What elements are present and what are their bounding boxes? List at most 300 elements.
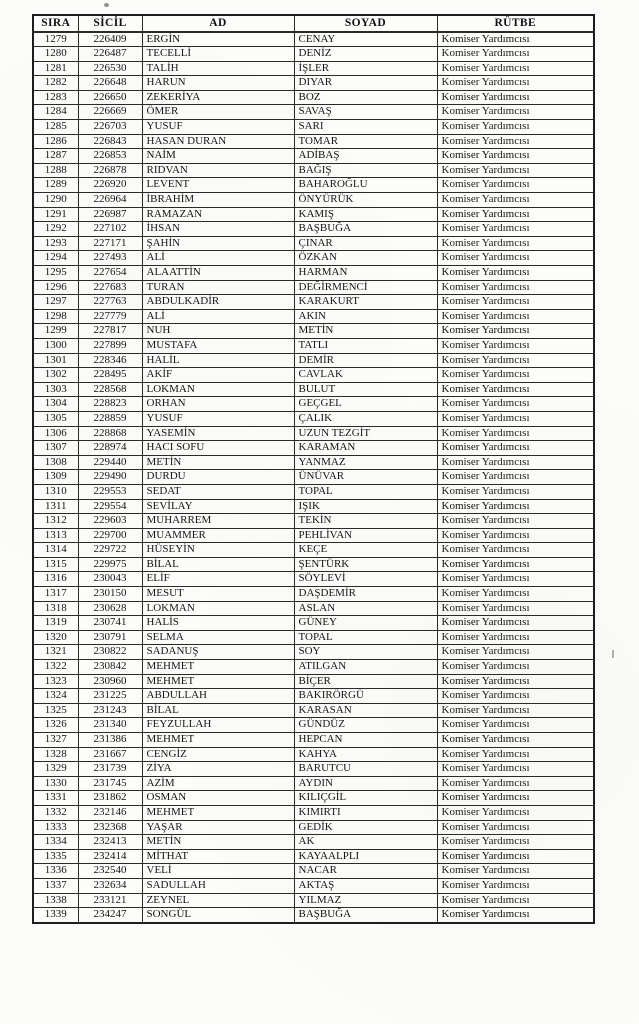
cell-sira: 1329	[33, 762, 78, 777]
cell-ad: ALİ	[142, 309, 294, 324]
cell-soyad: BARUTCU	[294, 762, 437, 777]
cell-rutbe: Komiser Yardımcısı	[437, 878, 594, 893]
cell-soyad: KEÇE	[294, 543, 437, 558]
cell-rutbe: Komiser Yardımcısı	[437, 660, 594, 675]
cell-sira: 1339	[33, 908, 78, 923]
cell-sira: 1303	[33, 382, 78, 397]
cell-sicil: 229490	[78, 470, 142, 485]
cell-sicil: 226703	[78, 120, 142, 135]
cell-sicil: 227102	[78, 222, 142, 237]
cell-rutbe: Komiser Yardımcısı	[437, 514, 594, 529]
cell-sicil: 226669	[78, 105, 142, 120]
cell-sicil: 230741	[78, 616, 142, 631]
table-row	[33, 441, 594, 456]
cell-sira: 1293	[33, 236, 78, 251]
cell-rutbe: Komiser Yardımcısı	[437, 32, 594, 47]
cell-ad: ABDULKADİR	[142, 295, 294, 310]
cell-sicil: 232634	[78, 878, 142, 893]
cell-rutbe: Komiser Yardımcısı	[437, 222, 594, 237]
header-row	[33, 15, 594, 32]
cell-sira: 1296	[33, 280, 78, 295]
cell-ad: ŞAHİN	[142, 236, 294, 251]
cell-sira: 1314	[33, 543, 78, 558]
cell-sicil: 231745	[78, 776, 142, 791]
cell-rutbe: Komiser Yardımcısı	[437, 762, 594, 777]
cell-sira: 1321	[33, 645, 78, 660]
cell-sicil: 229554	[78, 499, 142, 514]
cell-sicil: 227899	[78, 338, 142, 353]
cell-soyad: KILIÇGİL	[294, 791, 437, 806]
cell-sira: 1334	[33, 835, 78, 850]
table-row	[33, 32, 594, 47]
cell-rutbe: Komiser Yardımcısı	[437, 149, 594, 164]
cell-ad: HALİS	[142, 616, 294, 631]
cell-soyad: BOZ	[294, 90, 437, 105]
table-row	[33, 455, 594, 470]
cell-sira: 1327	[33, 733, 78, 748]
table-row	[33, 76, 594, 91]
cell-sira: 1312	[33, 514, 78, 529]
cell-sicil: 233121	[78, 893, 142, 908]
cell-sicil: 227817	[78, 324, 142, 339]
cell-soyad: ÖNYÜRÜK	[294, 193, 437, 208]
cell-sicil: 228974	[78, 441, 142, 456]
cell-ad: YUSUF	[142, 120, 294, 135]
cell-rutbe: Komiser Yardımcısı	[437, 178, 594, 193]
cell-soyad: SOY	[294, 645, 437, 660]
cell-soyad: ADİBAŞ	[294, 149, 437, 164]
cell-rutbe: Komiser Yardımcısı	[437, 893, 594, 908]
cell-rutbe: Komiser Yardımcısı	[437, 61, 594, 76]
cell-rutbe: Komiser Yardımcısı	[437, 674, 594, 689]
cell-sicil: 226409	[78, 32, 142, 47]
cell-soyad: TOMAR	[294, 134, 437, 149]
cell-sira: 1307	[33, 441, 78, 456]
cell-sicil: 232368	[78, 820, 142, 835]
cell-sicil: 232414	[78, 849, 142, 864]
cell-soyad: HEPCAN	[294, 733, 437, 748]
cell-sicil: 231340	[78, 718, 142, 733]
table-row	[33, 587, 594, 602]
cell-soyad: ÖZKAN	[294, 251, 437, 266]
cell-sira: 1292	[33, 222, 78, 237]
cell-sira: 1288	[33, 163, 78, 178]
cell-sicil: 226987	[78, 207, 142, 222]
cell-sira: 1290	[33, 193, 78, 208]
cell-soyad: BAKIRÖRGÜ	[294, 689, 437, 704]
cell-rutbe: Komiser Yardımcısı	[437, 747, 594, 762]
cell-sira: 1291	[33, 207, 78, 222]
cell-ad: SONGÜL	[142, 908, 294, 923]
cell-ad: ZİYA	[142, 762, 294, 777]
cell-rutbe: Komiser Yardımcısı	[437, 484, 594, 499]
cell-ad: BİLAL	[142, 703, 294, 718]
cell-sicil: 230842	[78, 660, 142, 675]
cell-soyad: KIMIRTI	[294, 805, 437, 820]
table-body	[33, 32, 594, 923]
cell-sira: 1324	[33, 689, 78, 704]
table-row	[33, 47, 594, 62]
table-row	[33, 791, 594, 806]
table-row	[33, 120, 594, 135]
cell-soyad: AKIN	[294, 309, 437, 324]
cell-rutbe: Komiser Yardımcısı	[437, 309, 594, 324]
cell-soyad: AYDIN	[294, 776, 437, 791]
cell-sira: 1301	[33, 353, 78, 368]
cell-soyad: KARASAN	[294, 703, 437, 718]
cell-sira: 1335	[33, 849, 78, 864]
cell-soyad: SÖYLEVİ	[294, 572, 437, 587]
cell-sira: 1299	[33, 324, 78, 339]
table-row	[33, 893, 594, 908]
cell-sicil: 228868	[78, 426, 142, 441]
table-row	[33, 411, 594, 426]
cell-soyad: BAHAROĞLU	[294, 178, 437, 193]
cell-soyad: CENAY	[294, 32, 437, 47]
cell-soyad: GÜNEY	[294, 616, 437, 631]
cell-ad: RAMAZAN	[142, 207, 294, 222]
table-row	[33, 645, 594, 660]
cell-rutbe: Komiser Yardımcısı	[437, 236, 594, 251]
cell-sicil: 228859	[78, 411, 142, 426]
cell-soyad: GÜNDÜZ	[294, 718, 437, 733]
cell-sicil: 226920	[78, 178, 142, 193]
cell-ad: SADANUŞ	[142, 645, 294, 660]
cell-ad: SEDAT	[142, 484, 294, 499]
table-row	[33, 733, 594, 748]
cell-ad: İHSAN	[142, 222, 294, 237]
cell-ad: ALAATTİN	[142, 266, 294, 281]
cell-sira: 1330	[33, 776, 78, 791]
cell-sicil: 227171	[78, 236, 142, 251]
cell-rutbe: Komiser Yardımcısı	[437, 338, 594, 353]
cell-rutbe: Komiser Yardımcısı	[437, 455, 594, 470]
cell-soyad: BİÇER	[294, 674, 437, 689]
cell-sicil: 230960	[78, 674, 142, 689]
table-row	[33, 61, 594, 76]
cell-sira: 1309	[33, 470, 78, 485]
cell-soyad: TEKİN	[294, 514, 437, 529]
table-row	[33, 207, 594, 222]
cell-soyad: ÜNÜVAR	[294, 470, 437, 485]
cell-rutbe: Komiser Yardımcısı	[437, 528, 594, 543]
cell-sira: 1337	[33, 878, 78, 893]
cell-ad: LEVENT	[142, 178, 294, 193]
table-row	[33, 660, 594, 675]
cell-rutbe: Komiser Yardımcısı	[437, 908, 594, 923]
personnel-table	[32, 14, 595, 924]
cell-soyad: BAŞBUĞA	[294, 908, 437, 923]
cell-sira: 1338	[33, 893, 78, 908]
cell-rutbe: Komiser Yardımcısı	[437, 805, 594, 820]
table-row	[33, 222, 594, 237]
table-row	[33, 484, 594, 499]
cell-rutbe: Komiser Yardımcısı	[437, 441, 594, 456]
cell-ad: MUAMMER	[142, 528, 294, 543]
cell-sira: 1305	[33, 411, 78, 426]
cell-sicil: 231862	[78, 791, 142, 806]
cell-soyad: KAHYA	[294, 747, 437, 762]
cell-ad: HARUN	[142, 76, 294, 91]
cell-sira: 1332	[33, 805, 78, 820]
cell-sicil: 229440	[78, 455, 142, 470]
cell-sira: 1317	[33, 587, 78, 602]
cell-soyad: ASLAN	[294, 601, 437, 616]
table-row	[33, 514, 594, 529]
table-row	[33, 324, 594, 339]
cell-sicil: 231667	[78, 747, 142, 762]
table-row	[33, 178, 594, 193]
cell-sira: 1284	[33, 105, 78, 120]
cell-rutbe: Komiser Yardımcısı	[437, 776, 594, 791]
cell-ad: ZEKERİYA	[142, 90, 294, 105]
cell-sicil: 230628	[78, 601, 142, 616]
table-row	[33, 353, 594, 368]
cell-rutbe: Komiser Yardımcısı	[437, 718, 594, 733]
cell-sira: 1283	[33, 90, 78, 105]
cell-soyad: DENİZ	[294, 47, 437, 62]
cell-ad: ELİF	[142, 572, 294, 587]
table-row	[33, 470, 594, 485]
cell-soyad: YILMAZ	[294, 893, 437, 908]
cell-soyad: AKTAŞ	[294, 878, 437, 893]
cell-soyad: İŞLER	[294, 61, 437, 76]
cell-soyad: PEHLİVAN	[294, 528, 437, 543]
table-row	[33, 878, 594, 893]
table-row	[33, 134, 594, 149]
cell-soyad: DAŞDEMİR	[294, 587, 437, 602]
cell-sicil: 226843	[78, 134, 142, 149]
cell-sicil: 226853	[78, 149, 142, 164]
cell-sicil: 226648	[78, 76, 142, 91]
cell-soyad: AK	[294, 835, 437, 850]
cell-sicil: 226650	[78, 90, 142, 105]
table-row	[33, 616, 594, 631]
table-row	[33, 499, 594, 514]
table-row	[33, 426, 594, 441]
cell-ad: HÜSEYİN	[142, 543, 294, 558]
cell-rutbe: Komiser Yardımcısı	[437, 426, 594, 441]
cell-sicil: 231243	[78, 703, 142, 718]
cell-sicil: 232413	[78, 835, 142, 850]
table-header	[33, 15, 594, 32]
cell-sira: 1297	[33, 295, 78, 310]
cell-sira: 1289	[33, 178, 78, 193]
cell-rutbe: Komiser Yardımcısı	[437, 353, 594, 368]
cell-sira: 1333	[33, 820, 78, 835]
scan-artifact-tick	[612, 650, 614, 658]
cell-ad: MEHMET	[142, 660, 294, 675]
cell-ad: RIDVAN	[142, 163, 294, 178]
cell-sira: 1316	[33, 572, 78, 587]
cell-sira: 1322	[33, 660, 78, 675]
cell-sira: 1308	[33, 455, 78, 470]
cell-rutbe: Komiser Yardımcısı	[437, 499, 594, 514]
cell-soyad: BAĞIŞ	[294, 163, 437, 178]
table-row	[33, 630, 594, 645]
cell-rutbe: Komiser Yardımcısı	[437, 543, 594, 558]
cell-sicil: 226964	[78, 193, 142, 208]
table-row	[33, 835, 594, 850]
cell-sicil: 226878	[78, 163, 142, 178]
table-row	[33, 849, 594, 864]
cell-soyad: ŞENTÜRK	[294, 557, 437, 572]
cell-soyad: ATILGAN	[294, 660, 437, 675]
cell-soyad: TOPAL	[294, 484, 437, 499]
cell-soyad: UZUN TEZGİT	[294, 426, 437, 441]
cell-sicil: 228495	[78, 368, 142, 383]
cell-ad: LOKMAN	[142, 382, 294, 397]
cell-sira: 1304	[33, 397, 78, 412]
cell-ad: ZEYNEL	[142, 893, 294, 908]
header-sira: SIRA	[33, 15, 78, 32]
cell-soyad: DEĞİRMENCİ	[294, 280, 437, 295]
cell-rutbe: Komiser Yardımcısı	[437, 645, 594, 660]
cell-sicil: 227683	[78, 280, 142, 295]
table-row	[33, 149, 594, 164]
cell-ad: NAİM	[142, 149, 294, 164]
table-row	[33, 674, 594, 689]
cell-sicil: 227654	[78, 266, 142, 281]
cell-sira: 1325	[33, 703, 78, 718]
cell-sicil: 228823	[78, 397, 142, 412]
cell-soyad: KARAMAN	[294, 441, 437, 456]
table-row	[33, 718, 594, 733]
table-row	[33, 368, 594, 383]
cell-sicil: 230791	[78, 630, 142, 645]
cell-soyad: KAYAALPLI	[294, 849, 437, 864]
cell-sicil: 228568	[78, 382, 142, 397]
table-row	[33, 382, 594, 397]
cell-sira: 1320	[33, 630, 78, 645]
cell-soyad: TATLI	[294, 338, 437, 353]
cell-sira: 1306	[33, 426, 78, 441]
cell-rutbe: Komiser Yardımcısı	[437, 557, 594, 572]
cell-sicil: 228346	[78, 353, 142, 368]
table-row	[33, 601, 594, 616]
table-row	[33, 776, 594, 791]
cell-ad: TALİH	[142, 61, 294, 76]
cell-ad: NUH	[142, 324, 294, 339]
cell-ad: MEHMET	[142, 674, 294, 689]
cell-sira: 1285	[33, 120, 78, 135]
table-row	[33, 338, 594, 353]
cell-soyad: BAŞBUĞA	[294, 222, 437, 237]
cell-ad: LOKMAN	[142, 601, 294, 616]
cell-ad: İBRAHİM	[142, 193, 294, 208]
cell-soyad: GEÇGEL	[294, 397, 437, 412]
cell-sicil: 230822	[78, 645, 142, 660]
cell-ad: ERGİN	[142, 32, 294, 47]
cell-soyad: ÇINAR	[294, 236, 437, 251]
cell-sicil: 232146	[78, 805, 142, 820]
cell-rutbe: Komiser Yardımcısı	[437, 163, 594, 178]
cell-rutbe: Komiser Yardımcısı	[437, 251, 594, 266]
header-ad: AD	[142, 15, 294, 32]
cell-soyad: CAVLAK	[294, 368, 437, 383]
cell-rutbe: Komiser Yardımcısı	[437, 689, 594, 704]
cell-sicil: 234247	[78, 908, 142, 923]
cell-soyad: BULUT	[294, 382, 437, 397]
cell-sira: 1294	[33, 251, 78, 266]
table-row	[33, 105, 594, 120]
cell-sicil: 229722	[78, 543, 142, 558]
table-row	[33, 528, 594, 543]
table-row	[33, 864, 594, 879]
cell-ad: MİTHAT	[142, 849, 294, 864]
cell-rutbe: Komiser Yardımcısı	[437, 193, 594, 208]
cell-ad: ALİ	[142, 251, 294, 266]
header-sicil: SİCİL	[78, 15, 142, 32]
cell-rutbe: Komiser Yardımcısı	[437, 295, 594, 310]
cell-sira: 1310	[33, 484, 78, 499]
table-row	[33, 747, 594, 762]
cell-sira: 1298	[33, 309, 78, 324]
cell-soyad: TOPAL	[294, 630, 437, 645]
cell-rutbe: Komiser Yardımcısı	[437, 90, 594, 105]
cell-soyad: DEMİR	[294, 353, 437, 368]
cell-rutbe: Komiser Yardımcısı	[437, 411, 594, 426]
cell-sicil: 227763	[78, 295, 142, 310]
cell-sira: 1286	[33, 134, 78, 149]
cell-rutbe: Komiser Yardımcısı	[437, 368, 594, 383]
table-row	[33, 163, 594, 178]
cell-ad: MUSTAFA	[142, 338, 294, 353]
cell-ad: HALİL	[142, 353, 294, 368]
cell-ad: VELİ	[142, 864, 294, 879]
cell-rutbe: Komiser Yardımcısı	[437, 849, 594, 864]
cell-sira: 1326	[33, 718, 78, 733]
cell-ad: OSMAN	[142, 791, 294, 806]
cell-rutbe: Komiser Yardımcısı	[437, 864, 594, 879]
table-row	[33, 908, 594, 923]
cell-rutbe: Komiser Yardımcısı	[437, 324, 594, 339]
cell-sicil: 230150	[78, 587, 142, 602]
cell-sicil: 230043	[78, 572, 142, 587]
scan-artifact-dot	[104, 3, 109, 7]
cell-ad: CENGİZ	[142, 747, 294, 762]
cell-ad: MESUT	[142, 587, 294, 602]
cell-rutbe: Komiser Yardımcısı	[437, 105, 594, 120]
header-rutbe: RÜTBE	[437, 15, 594, 32]
cell-rutbe: Komiser Yardımcısı	[437, 280, 594, 295]
cell-sicil: 229975	[78, 557, 142, 572]
cell-sicil: 231225	[78, 689, 142, 704]
cell-sira: 1279	[33, 32, 78, 47]
cell-rutbe: Komiser Yardımcısı	[437, 266, 594, 281]
cell-sira: 1281	[33, 61, 78, 76]
table-row	[33, 762, 594, 777]
table-row	[33, 557, 594, 572]
cell-soyad: KAMIŞ	[294, 207, 437, 222]
cell-rutbe: Komiser Yardımcısı	[437, 134, 594, 149]
cell-sicil: 227493	[78, 251, 142, 266]
cell-rutbe: Komiser Yardımcısı	[437, 703, 594, 718]
cell-soyad: DIYAR	[294, 76, 437, 91]
cell-soyad: SARI	[294, 120, 437, 135]
cell-ad: MEHMET	[142, 733, 294, 748]
cell-rutbe: Komiser Yardımcısı	[437, 733, 594, 748]
cell-rutbe: Komiser Yardımcısı	[437, 572, 594, 587]
cell-ad: SADULLAH	[142, 878, 294, 893]
cell-ad: TURAN	[142, 280, 294, 295]
cell-sira: 1300	[33, 338, 78, 353]
table-row	[33, 309, 594, 324]
cell-sira: 1313	[33, 528, 78, 543]
cell-ad: METİN	[142, 835, 294, 850]
cell-sicil: 226487	[78, 47, 142, 62]
cell-sira: 1331	[33, 791, 78, 806]
